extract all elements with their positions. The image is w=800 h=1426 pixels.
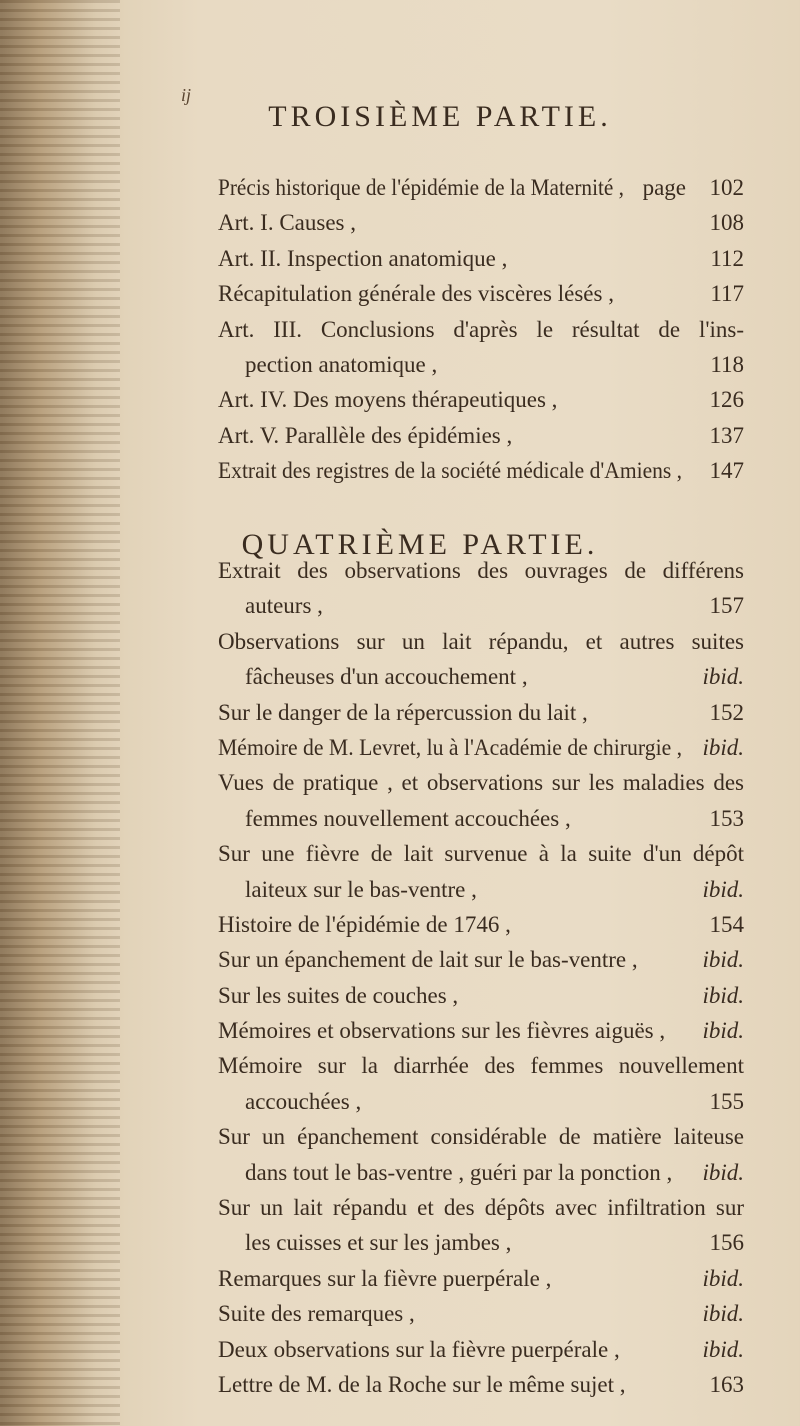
signature-mark: ij [181, 85, 192, 105]
entry-text: femmes nouvellement accouchées , [245, 805, 571, 831]
entry-text: Mémoire sur la diarrhée des femmes nouvellement [218, 1053, 744, 1079]
page-number: 153 [709, 805, 744, 831]
toc-entry-line [218, 1367, 744, 1402]
page-number: ibid. [702, 734, 744, 760]
toc-entry-line [218, 312, 744, 347]
page-number: 154 [709, 911, 744, 937]
page-number: 117 [710, 281, 744, 307]
toc-entry-line [218, 801, 744, 836]
facing-page-edge [0, 0, 120, 1426]
page-number: ibid. [702, 1336, 744, 1362]
entry-text: Sur un épanchement considérable de matière laiteuse [218, 1124, 744, 1150]
toc-entry-line [218, 872, 744, 907]
page-number: ibid. [702, 1265, 744, 1291]
toc-entry-line [218, 1190, 744, 1225]
entry-text: auteurs , [245, 593, 323, 619]
entry-text: pection anatomique , [245, 351, 438, 377]
entry-text: fâcheuses d'un accouchement , [245, 664, 528, 690]
entry-text: Lettre de M. de la Roche sur le même sujet , [218, 1371, 626, 1397]
entry-text: Sur les suites de couches , [218, 982, 459, 1008]
toc-entry-line [218, 1155, 744, 1190]
toc-entry-line [218, 241, 744, 276]
toc-entry-line [218, 1119, 744, 1154]
entry-text: Précis historique de l'épidémie de la Maternité , [218, 175, 625, 200]
entry-text: Art. V. Parallèle des épidémies , [218, 422, 513, 448]
page-number: 137 [709, 422, 744, 448]
toc-entry-line [218, 695, 744, 730]
entry-text: Remarques sur la fièvre puerpérale , [218, 1265, 552, 1291]
page-number: 112 [710, 245, 744, 271]
page-number: 163 [709, 1371, 744, 1397]
entry-text: Suite des remarques , [218, 1301, 415, 1327]
toc-entry-line [218, 624, 744, 659]
entry-text: Art. IV. Des moyens thérapeutiques , [218, 387, 558, 413]
entry-text: Extrait des registres de la société médicale d'Amiens , [218, 458, 683, 484]
entry-text: Deux observations sur la fièvre puerpérale , [218, 1336, 620, 1362]
page-number: 102 [709, 175, 744, 200]
page-number: ibid. [702, 982, 744, 1008]
entry-text: Extrait des observations des ouvrages de différens [218, 558, 744, 583]
entry-text: Histoire de l'épidémie de 1746 , [218, 911, 511, 937]
entry-text: Sur le danger de la répercussion du lait , [218, 699, 588, 725]
page-number: ibid. [702, 664, 744, 690]
toc-entry-line [218, 978, 744, 1013]
toc-entry-line [218, 1225, 744, 1260]
page-number: ibid. [702, 876, 744, 902]
toc-entry-line [218, 730, 744, 765]
toc-entry-line [218, 453, 744, 488]
part4-contents [218, 553, 744, 1402]
toc-entry-line [218, 553, 744, 588]
toc-entry-line [218, 588, 744, 623]
part3-heading: TROISIÈME PARTIE. [268, 100, 612, 133]
toc-entry-line [218, 170, 744, 205]
toc-entry-line [218, 836, 744, 871]
page-label: page [642, 175, 686, 200]
toc-entry-line [218, 1013, 744, 1048]
page-number: 156 [709, 1230, 744, 1256]
entry-text: Récapitulation générale des viscères lésés , [218, 281, 614, 307]
toc-entry-line [218, 1048, 744, 1083]
toc-entry-line [218, 1261, 744, 1296]
toc-entry-line [218, 942, 744, 977]
page-number: 147 [709, 458, 744, 484]
entry-text: accouchées , [245, 1088, 362, 1114]
entry-text: laiteux sur le bas-ventre , [245, 876, 477, 902]
entry-text: dans tout le bas-ventre , guéri par la ponction , [245, 1159, 673, 1185]
page-number: 157 [709, 593, 744, 619]
part3-contents [218, 170, 744, 489]
entry-text: Sur un épanchement de lait sur le bas-ventre , [218, 947, 638, 973]
entry-text: Mémoires et observations sur les fièvres aiguës , [218, 1018, 666, 1044]
toc-entry-line [218, 1296, 744, 1331]
toc-entry-line [218, 659, 744, 694]
page-number: ibid. [702, 1301, 744, 1327]
entry-text: Observations sur un lait répandu, et autres suites [218, 628, 744, 654]
page-number: 152 [709, 699, 744, 725]
page-number: 108 [709, 210, 744, 236]
toc-entry-line [218, 347, 744, 382]
entry-text: Sur une fièvre de lait survenue à la suite d'un dépôt [218, 841, 744, 867]
page-number: 155 [709, 1088, 744, 1114]
entry-text: Mémoire de M. Levret, lu à l'Académie de chirurgie , [218, 734, 683, 760]
page-number: 126 [709, 387, 744, 413]
toc-entry-line [218, 418, 744, 453]
toc-entry-line [218, 1084, 744, 1119]
toc-entry-line [218, 205, 744, 240]
page-number: ibid. [702, 1159, 744, 1185]
entry-text: Sur un lait répandu et des dépôts avec infiltration sur [218, 1195, 744, 1221]
entry-text: les cuisses et sur les jambes , [245, 1230, 512, 1256]
entry-text: Art. II. Inspection anatomique , [218, 245, 508, 271]
toc-entry-line [218, 765, 744, 800]
entry-text: Art. I. Causes , [218, 210, 356, 236]
toc-entry-line [218, 1332, 744, 1367]
entry-text: Art. III. Conclusions d'après le résultat de l'ins- [218, 316, 744, 342]
toc-entry-line [218, 382, 744, 417]
page-number: ibid. [702, 1018, 744, 1044]
page-number: 118 [710, 351, 744, 377]
toc-entry-line [218, 276, 744, 311]
toc-entry-line [218, 907, 744, 942]
part4-heading: QUATRIÈME PARTIE. [241, 528, 599, 561]
entry-text: Vues de pratique , et observations sur les maladies des [218, 770, 744, 796]
page-number: ibid. [702, 947, 744, 973]
